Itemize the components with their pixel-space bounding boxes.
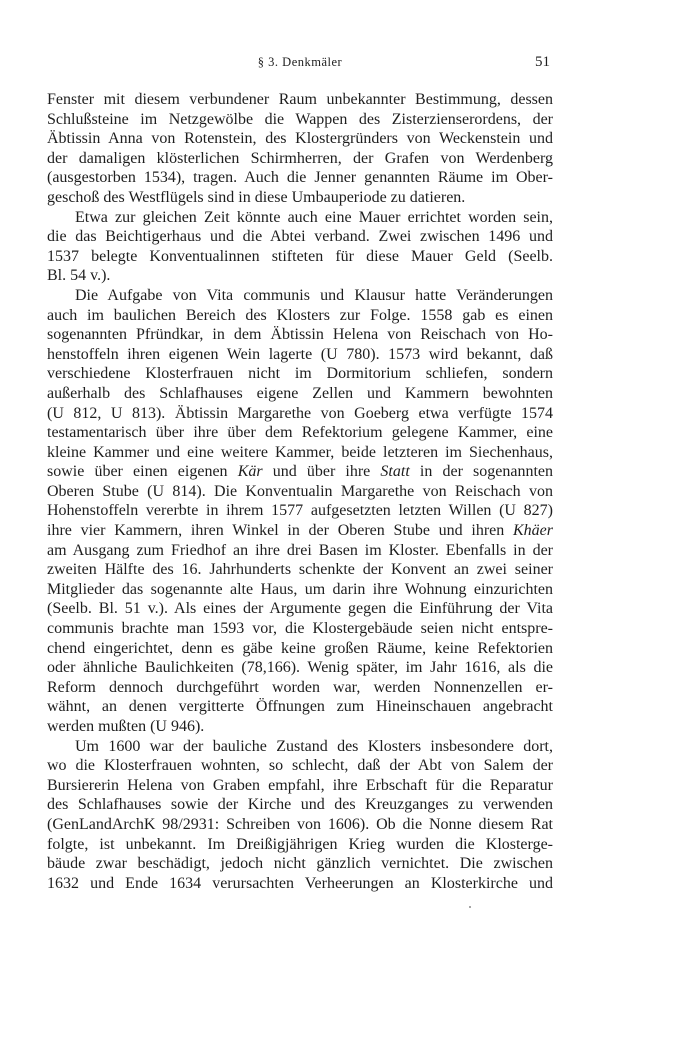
- text-line: sogenannten Pfründkar, in dem Äbtissin Helena von Reischach von Ho-: [47, 326, 553, 344]
- text-line: (GenLandArchK 98/2931: Schreiben von 1606). Ob die Nonne diesem Rat: [47, 815, 553, 833]
- text-line: (ausgestorben 1534), tragen. Auch die Jenner genannten Räume im Ober-: [47, 169, 553, 187]
- text-line: wo die Klosterfrauen wohnten, so schlecht, daß der Abt von Salem der: [47, 757, 553, 775]
- text-line: (U 812, U 813). Äbtissin Margarethe von Goeberg etwa verfügte 1574: [47, 404, 553, 422]
- text-line: (Seelb. Bl. 51 v.). Als eines der Argumente gegen die Einführung der Vita: [47, 600, 553, 618]
- text-line: kleine Kammer und eine weitere Kammer, beide letzteren im Siechenhaus,: [47, 443, 553, 461]
- text-run: ihre vier Kammern, ihren Winkel in der Oberen Stube und ihren: [47, 522, 513, 540]
- text-line: bäude zwar beschädigt, jedoch nicht gänzlich vernichtet. Die zwischen: [47, 855, 553, 873]
- text-line: geschoß des Westflügels sind in diese Umbauperiode zu datieren.: [47, 188, 466, 206]
- scan-speck: [469, 906, 471, 908]
- text-line: Bursiererin Helena von Graben empfahl, ihre Erbschaft für die Reparatur: [47, 776, 553, 794]
- text-run: sowie über einen eigenen: [47, 463, 238, 481]
- text-line: Äbtissin Anna von Rotenstein, des Klostergründers von Weckenstein und: [47, 130, 553, 148]
- text-line: communis brachte man 1593 vor, die Klostergebäude seien nicht entspre-: [47, 620, 553, 638]
- text-line: verschiedene Klosterfrauen nicht im Dormitorium schliefen, sondern: [47, 365, 553, 383]
- italic-term: Khäer: [513, 522, 553, 540]
- text-line: des Schlafhauses sowie der Kirche und des Kreuzganges zu verwenden: [47, 796, 553, 814]
- text-line: Etwa zur gleichen Zeit könnte auch eine Mauer errichtet worden sein,: [75, 208, 553, 226]
- text-line: außerhalb des Schlafhauses eigene Zellen und Kammern bewohnten: [47, 384, 553, 402]
- text-line: werden mußten (U 946).: [47, 718, 205, 735]
- text-line: wähnt, an denen vergitterte Öffnungen zum Hineinschauen angebracht: [47, 698, 553, 716]
- text-line: [47, 521, 553, 541]
- text-line: oder ähnliche Baulichkeiten (78,166). Wenig später, im Jahr 1616, als die: [47, 659, 553, 677]
- text-line: Reform dennoch durchgeführt worden war, werden Nonnenzellen er-: [47, 678, 553, 696]
- section-title: § 3. Denkmäler: [257, 55, 343, 69]
- paragraph: [47, 90, 553, 208]
- text-line: die das Beichtigerhaus und die Abtei verband. Zwei zwischen 1496 und: [47, 228, 553, 246]
- text-line: testamentarisch über ihre über dem Refektorium gelegene Kammer, eine: [47, 424, 553, 442]
- text-line: Fenster mit diesem verbundener Raum unbekannter Bestimmung, dessen: [47, 91, 553, 108]
- page-number: 51: [535, 54, 550, 70]
- text-line: Um 1600 war der bauliche Zustand des Klosters insbesondere dort,: [75, 737, 553, 755]
- text-line: auch im baulichen Bereich des Klosters zur Folge. 1558 gab es einen: [47, 306, 553, 324]
- text-line: Mitglieder das sogenannte alte Haus, um darin ihre Wohnung einzurichten: [47, 580, 553, 598]
- paragraph: [47, 286, 553, 737]
- text-line: am Ausgang zum Friedhof an ihre drei Basen im Kloster. Ebenfalls in der: [47, 541, 553, 559]
- text-line: der damaligen klösterlichen Schirmherren, der Grafen von Werdenberg: [47, 149, 553, 167]
- body-text: [47, 90, 553, 893]
- italic-term: Kär: [237, 463, 263, 481]
- text-line: Oberen Stube (U 814). Die Konventualin Margarethe von Reischach von: [47, 482, 553, 500]
- text-line: henstoffeln ihren eigenen Wein lagerte (U 780). 1573 wird bekannt, daß: [47, 345, 553, 363]
- text-line: Schlußsteine im Netzgewölbe die Wappen des Zisterzienserordens, der: [47, 110, 553, 128]
- text-line: chend eingerichtet, denn es gäbe keine großen Räume, keine Refektorien: [47, 639, 553, 657]
- italic-term: Statt: [380, 463, 410, 481]
- paragraph: [47, 737, 553, 894]
- text-run: und über ihre: [262, 463, 381, 481]
- text-line: Die Aufgabe von Vita communis und Klausur hatte Veränderungen: [75, 286, 553, 304]
- text-line: Hohenstoffeln vererbte in ihrem 1577 aufgesetzten letzten Willen (U 827): [47, 502, 553, 520]
- text-line: 1632 und Ende 1634 verursachten Verheerungen an Klosterkirche und: [47, 874, 553, 892]
- text-run: in der sogenannten: [409, 463, 554, 481]
- text-line: 1537 belegte Konventualinnen stifteten für diese Mauer Geld (Seelb.: [47, 247, 553, 265]
- text-line: zweiten Hälfte des 16. Jahrhunderts schenkte der Konvent an zwei seiner: [47, 561, 553, 579]
- text-line: Bl. 54 v.).: [47, 267, 111, 285]
- text-line: folgte, ist unbekannt. Im Dreißigjährigen Krieg wurden die Klosterge-: [47, 835, 553, 853]
- text-line: [47, 462, 553, 482]
- paragraph: [47, 208, 553, 286]
- running-head: [47, 53, 553, 71]
